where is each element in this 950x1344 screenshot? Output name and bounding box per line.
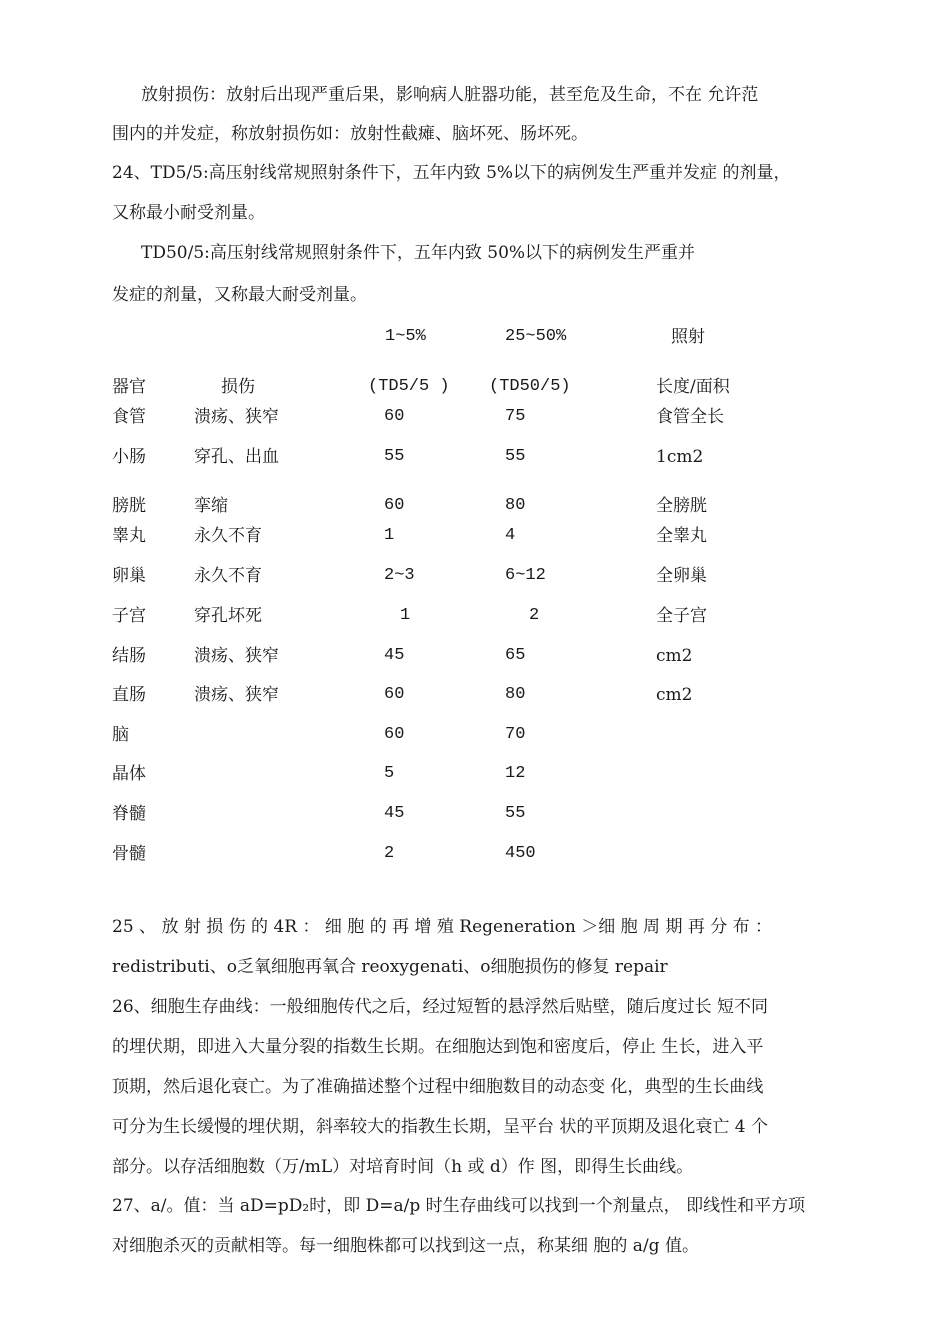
paragraph-line: 发症的剂量，又称最大耐受剂量。 xyxy=(112,285,367,305)
table-cell-area: cm2 xyxy=(656,685,693,705)
table-cell-td50: 80 xyxy=(505,685,526,704)
table-cell-organ: 骨髓 xyxy=(112,844,146,864)
table-cell-td50: 55 xyxy=(505,804,526,823)
table-cell-organ: 晶体 xyxy=(112,764,146,784)
paragraph-line: redistributi、o乏氧细胞再氧合 reoxygenati、o细胞损伤的修复 repair xyxy=(112,957,668,977)
table-cell-injury: 溃疡、狭窄 xyxy=(194,407,279,427)
paragraph-line: 围内的并发症，称放射损伤如：放射性截瘫、脑坏死、肠坏死。 xyxy=(112,124,588,144)
table-header-td50-range: 25~50% xyxy=(505,327,567,346)
table-header-td5-range: 1~5% xyxy=(385,327,426,346)
table-cell-injury: 溃疡、狭窄 xyxy=(194,685,279,705)
table-cell-organ: 卵巢 xyxy=(112,566,146,586)
table-cell-td5: 45 xyxy=(384,646,405,665)
paragraph-line: 放射损伤：放射后出现严重后果，影响病人脏器功能，甚至危及生命，不在 允许范 xyxy=(141,85,759,105)
table-cell-td50: 65 xyxy=(505,646,526,665)
table-cell-td50: 80 xyxy=(505,496,526,515)
table-cell-td50: 55 xyxy=(505,447,526,466)
paragraph-line: 的埋伏期，即进入大量分裂的指数生长期。在细胞达到饱和密度后，停止 生长，进入平 xyxy=(112,1037,764,1057)
table-header-injury: 损伤 xyxy=(221,377,255,397)
table-cell-td50: 70 xyxy=(505,725,526,744)
table-cell-area: 全卵巢 xyxy=(656,566,707,586)
table-cell-organ: 膀胱 xyxy=(112,496,146,516)
table-cell-td50: 75 xyxy=(505,407,526,426)
table-cell-organ: 子宫 xyxy=(112,606,146,626)
table-cell-td5: 1 xyxy=(384,526,395,545)
table-cell-td5: 60 xyxy=(384,725,405,744)
table-cell-area: 全睾丸 xyxy=(656,526,707,546)
table-cell-area: 全膀胱 xyxy=(656,496,707,516)
paragraph-line: 部分。以存活细胞数（万/mL）对培育时间（h 或 d）作 图，即得生长曲线。 xyxy=(112,1157,694,1177)
table-cell-organ: 脊髓 xyxy=(112,804,146,824)
table-cell-td5: 2~3 xyxy=(384,566,415,585)
paragraph-line: 24、TD5/5:高压射线常规照射条件下，五年内致 5%以下的病例发生严重并发症 的剂量， xyxy=(112,163,791,183)
paragraph-line: 对细胞杀灭的贡献相等。每一细胞株都可以找到这一点，称某细 胞的 a/g 值。 xyxy=(112,1236,699,1256)
table-cell-injury: 永久不育 xyxy=(194,566,262,586)
table-cell-td5: 2 xyxy=(384,844,395,863)
table-cell-td5: 55 xyxy=(384,447,405,466)
table-cell-injury: 穿孔坏死 xyxy=(194,606,262,626)
table-cell-td5: 5 xyxy=(384,764,395,783)
paragraph-line: 25 、 放 射 损 伤 的 4R ： 细 胞 的 再 增 殖 Regeneration ＞细 胞 周 期 再 分 布 ： xyxy=(112,917,773,937)
paragraph-line: 顶期，然后退化衰亡。为了准确描述整个过程中细胞数目的动态变 化，典型的生长曲线 xyxy=(112,1077,764,1097)
table-cell-td50: 12 xyxy=(505,764,526,783)
paragraph-line: 又称最小耐受剂量。 xyxy=(112,203,265,223)
table-cell-organ: 食管 xyxy=(112,407,146,427)
table-cell-injury: 溃疡、狭窄 xyxy=(194,646,279,666)
table-cell-organ: 小肠 xyxy=(112,447,146,467)
table-cell-area: cm2 xyxy=(656,646,693,666)
table-cell-area: 全子宫 xyxy=(656,606,707,626)
table-cell-injury: 永久不育 xyxy=(194,526,262,546)
table-header-irradiation: 照射 xyxy=(671,327,705,347)
table-cell-td5: 60 xyxy=(384,685,405,704)
table-cell-td5: 60 xyxy=(384,496,405,515)
table-header-td50: (TD50/5) xyxy=(489,377,571,396)
table-cell-td5: 45 xyxy=(384,804,405,823)
table-cell-injury: 穿孔、出血 xyxy=(194,447,279,467)
paragraph-line: 27、a/。值：当 aD=pD₂时，即 D=a/p 时生存曲线可以找到一个剂量点， 即线性和平方项 xyxy=(112,1196,806,1216)
paragraph-line: 可分为生长缓慢的埋伏期，斜率较大的指教生长期，呈平台 状的平顶期及退化衰亡 4 个 xyxy=(112,1117,769,1137)
table-cell-td50: 2 xyxy=(529,606,540,625)
table-cell-area: 1cm2 xyxy=(656,447,704,467)
table-cell-injury: 挛缩 xyxy=(194,496,228,516)
table-cell-td50: 4 xyxy=(505,526,516,545)
table-cell-td5: 1 xyxy=(400,606,411,625)
table-cell-organ: 睾丸 xyxy=(112,526,146,546)
table-header-area: 长度/面积 xyxy=(656,377,730,397)
table-cell-td5: 60 xyxy=(384,407,405,426)
table-header-organ: 器官 xyxy=(112,377,146,397)
table-cell-organ: 直肠 xyxy=(112,685,146,705)
table-header-td5: (TD5/5 ) xyxy=(368,377,450,396)
table-cell-area: 食管全长 xyxy=(656,407,724,427)
table-cell-td50: 6~12 xyxy=(505,566,546,585)
table-cell-organ: 脑 xyxy=(112,725,129,745)
table-cell-td50: 450 xyxy=(505,844,536,863)
table-cell-organ: 结肠 xyxy=(112,646,146,666)
paragraph-line: TD50/5:高压射线常规照射条件下，五年内致 50%以下的病例发生严重并 xyxy=(141,243,696,263)
paragraph-line: 26、细胞生存曲线：一般细胞传代之后，经过短暂的悬浮然后贴壁，随后度过长 短不同 xyxy=(112,997,769,1017)
